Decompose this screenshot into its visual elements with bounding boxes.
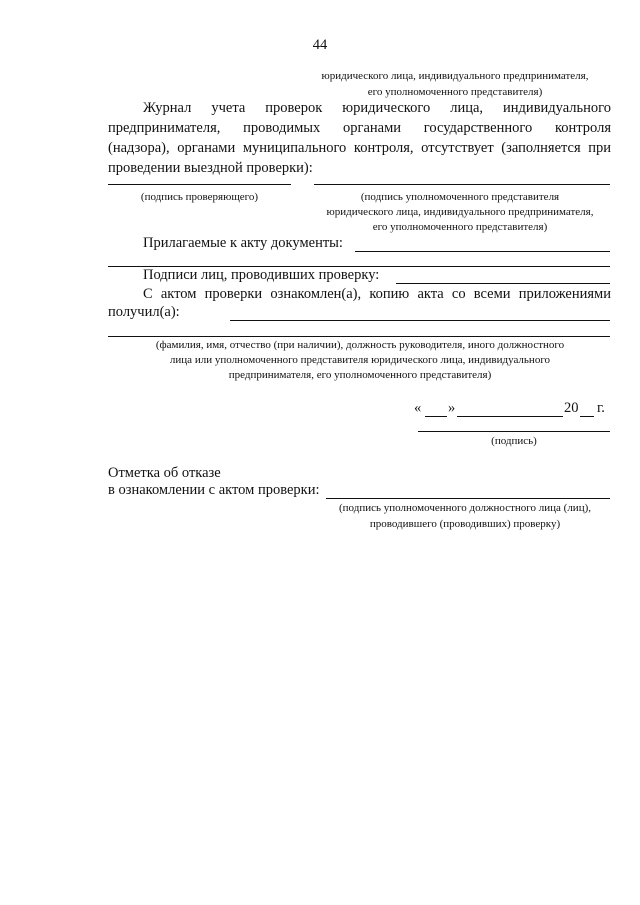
- journal-line-3: (надзора), органами муниципального контроля, отсутствует (заполняется при: [108, 140, 611, 156]
- page-number: 44: [312, 37, 328, 53]
- refusal-caption-line-1: (подпись уполномоченного должностного лица (лиц),: [338, 502, 591, 514]
- received-by-line-2: [108, 336, 610, 337]
- date-year-line: [580, 416, 594, 417]
- received-by-line: [230, 320, 610, 321]
- inspector-signature-caption: (подпись проверяющего): [140, 191, 259, 203]
- attached-documents-line: [355, 251, 610, 252]
- inspectors-signatures-line: [396, 283, 610, 284]
- fio-caption-line-3: предпринимателя, его уполномоченного представителя): [228, 369, 492, 381]
- refusal-signature-line: [326, 498, 610, 499]
- date-open-quote: «: [414, 400, 422, 416]
- date-year-prefix: 20: [564, 400, 579, 416]
- refusal-label-line-2: в ознакомлении с актом проверки:: [108, 482, 320, 498]
- date-year-suffix: г.: [597, 400, 605, 416]
- top-caption-line-1: юридического лица, индивидуального предпринимателя,: [321, 70, 589, 82]
- refusal-caption-line-2: проводившего (проводивших) проверку): [369, 518, 561, 530]
- representative-signature-line: [314, 184, 610, 185]
- inspectors-signatures-label: Подписи лиц, проводивших проверку:: [143, 267, 380, 283]
- fio-caption-line-2: лица или уполномоченного представителя юридического лица, индивидуального: [169, 354, 551, 366]
- signature-caption: (подпись): [491, 435, 537, 447]
- top-caption-line-2: его уполномоченного представителя): [367, 86, 543, 98]
- inspector-signature-line: [108, 184, 291, 185]
- journal-line-2: предпринимателя, проводимых органами государственного контроля: [108, 120, 611, 136]
- date-month-line: [457, 416, 563, 417]
- date-close-quote: »: [448, 400, 456, 416]
- journal-line-4: проведении выездной проверки):: [108, 160, 313, 176]
- journal-line-1: Журнал учета проверок юридического лица, индивидуального: [143, 100, 611, 116]
- representative-caption-line-1: (подпись уполномоченного представителя: [360, 191, 560, 203]
- attached-documents-label: Прилагаемые к акту документы:: [143, 235, 343, 251]
- representative-caption-line-2: юридического лица, индивидуального предпринимателя,: [326, 206, 594, 218]
- date-day-line: [425, 416, 447, 417]
- representative-caption-line-3: его уполномоченного представителя): [372, 221, 548, 233]
- fio-caption-line-1: (фамилия, имя, отчество (при наличии), должность руководителя, иного должностного: [155, 339, 565, 351]
- refusal-label-line-1: Отметка об отказе: [108, 465, 221, 481]
- signature-line: [418, 431, 610, 432]
- acquainted-line-2: получил(а):: [108, 304, 180, 320]
- acquainted-line-1: С актом проверки ознакомлен(а), копию акта со всеми приложениями: [143, 286, 611, 302]
